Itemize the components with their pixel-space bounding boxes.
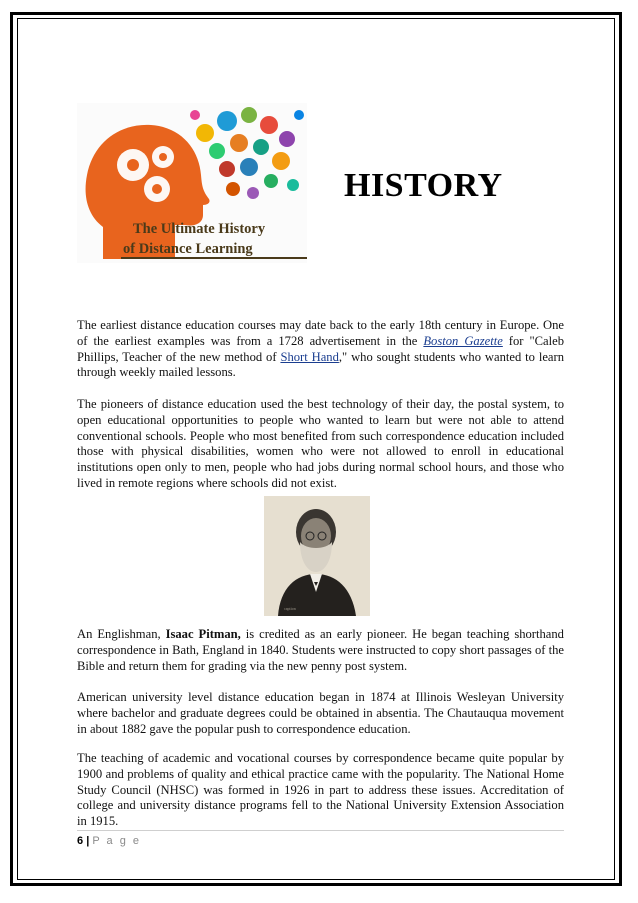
footer-divider xyxy=(77,830,564,831)
short-hand-link[interactable]: Short Hand xyxy=(280,349,339,364)
paragraph-correspondence-courses: The teaching of academic and vocational courses by correspondence became quite popular by 1900 and problems of quality and ethical practice came with the popularity. The National Home Study Council (NHSC) was formed in 1926 in part to address these issues. Accreditation of college and university distance programs fell to the National University Extension Association in 1915. xyxy=(77,751,564,829)
paragraph-pioneers: The pioneers of distance education used the best technology of their day, the postal system, to open educational opportunities to people who wanted to learn but were not able to attend conventional schools. People who most benefited from such correspondence education included those with physical disabilities, women who were not allowed to enroll in educational institutions open only to men, people who had jobs during normal school hours, and those who lived in remote regions where schools did not exist. xyxy=(77,397,564,490)
p1-text-1: The earliest distance education courses may date back to the early 18th century in Europe. One of the earliest examples was from a 1728 advertisement in the xyxy=(77,318,564,348)
banner-title-line1: The Ultimate History xyxy=(133,221,266,237)
paragraph-isaac-pitman xyxy=(77,627,564,674)
education-icon-bubbles xyxy=(190,107,304,199)
isaac-pitman-name: Isaac Pitman, xyxy=(165,627,241,641)
page-heading: HISTORY xyxy=(344,167,503,204)
isaac-pitman-portrait xyxy=(264,496,370,616)
p1-text-3: ," who sought students who wanted to learn through weekly mailed lessons. xyxy=(77,349,565,380)
paragraph-earliest-courses xyxy=(77,318,564,381)
p3-text-2: is credited as an early pioneer. He began teaching shorthand correspondence in Bath, England in 1840. Students were instructed to copy short passages of the Bible and return them for grading via the new penny post system. xyxy=(77,627,564,673)
boston-gazette-link[interactable]: Boston Gazette xyxy=(423,333,503,348)
page-footer xyxy=(77,835,141,847)
banner-title-line2: of Distance Learning xyxy=(123,241,253,257)
page-label: P a g e xyxy=(92,835,141,847)
page-number: 6 xyxy=(77,835,84,847)
footer-separator: | xyxy=(86,835,90,847)
banner-illustration xyxy=(77,103,307,263)
p3-text-1: An Englishman, xyxy=(77,627,166,641)
paragraph-american-university: American university level distance education began in 1874 at Illinois Wesleyan University where bachelor and graduate degrees could be obtained in absentia. The Chautauqua movement in about 1882 gave the popular push to correspondence education. xyxy=(77,690,564,736)
svg-text:caption: caption xyxy=(284,606,296,611)
p1-text-2: for "Caleb Phillips, Teacher of the new method of xyxy=(77,333,564,364)
distance-learning-banner-image xyxy=(77,103,307,263)
